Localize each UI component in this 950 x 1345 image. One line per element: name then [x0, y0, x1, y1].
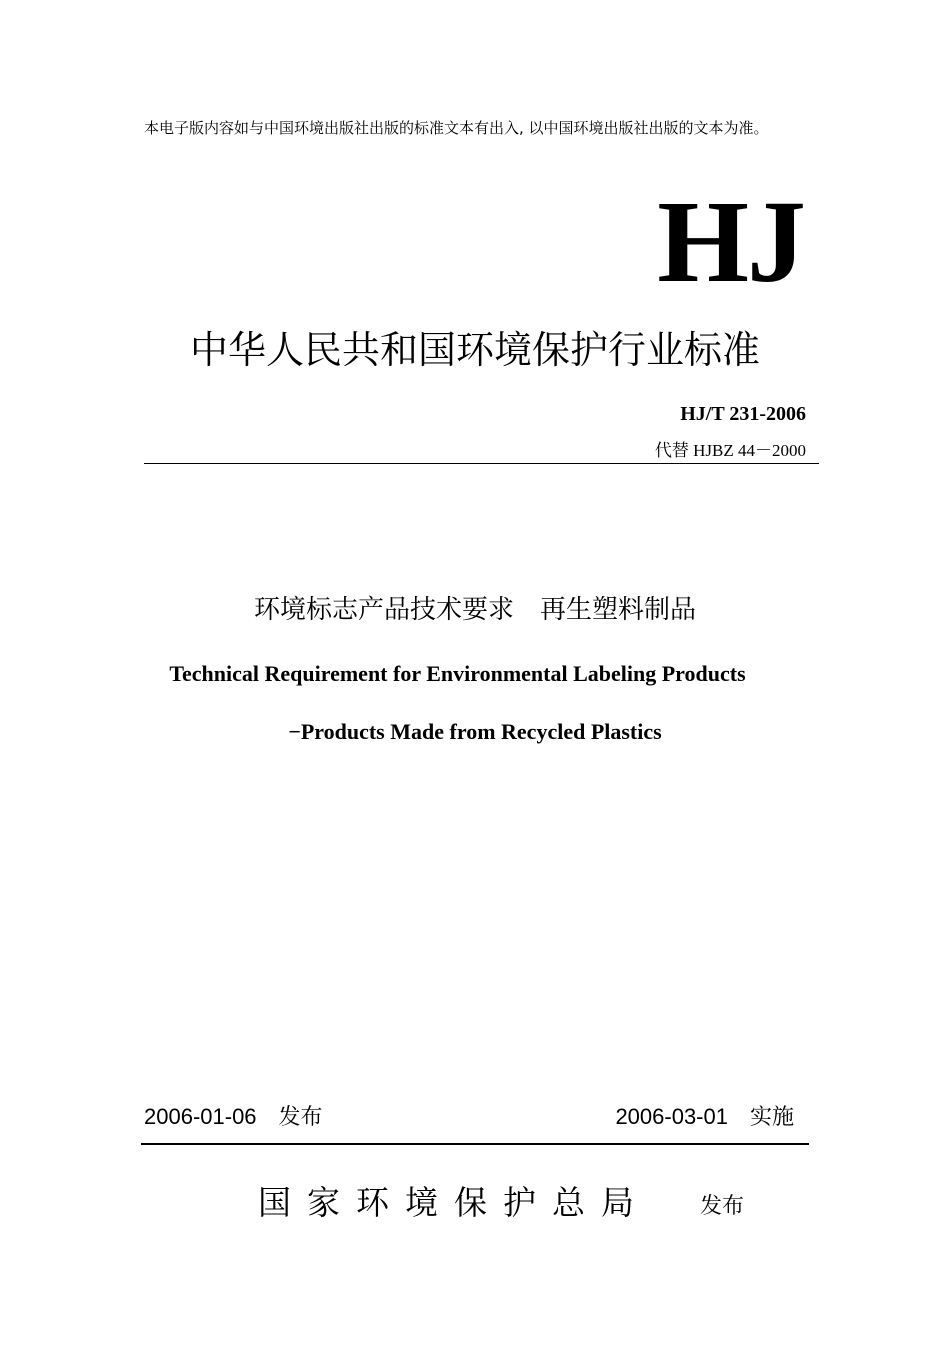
document-title-chinese: 环境标志产品技术要求 再生塑料制品 [253, 595, 696, 625]
standard-category-title: 中华人民共和国环境保护行业标准 [189, 328, 760, 372]
header-divider [144, 463, 819, 464]
implementation-label: 实施 [749, 1104, 794, 1129]
replaces-standard: 代替 HJBZ 44－2000 [654, 441, 806, 460]
publisher-name: 国家环境保护总局 [258, 1183, 650, 1222]
document-title-english-line1: Technical Requirement for Environmental Labeling Products [169, 661, 746, 686]
hj-logo: HJ [657, 176, 804, 307]
document-title-english-line2: −Products Made from Recycled Plastics [288, 719, 662, 744]
issue-date: 2006-01-06 [144, 1104, 257, 1129]
implementation-date: 2006-03-01 [615, 1104, 728, 1129]
standard-number: HJ/T 231-2006 [680, 403, 806, 425]
publisher-action: 发布 [700, 1194, 745, 1219]
implementation-date-block [615, 1100, 794, 1134]
disclaimer-notice: 本电子版内容如与中国环境出版社出版的标准文本有出入, 以中国环境出版社出版的文本为准。 [144, 119, 769, 137]
footer-divider [141, 1143, 809, 1145]
issue-label: 发布 [278, 1104, 323, 1129]
issue-date-block [144, 1100, 323, 1134]
